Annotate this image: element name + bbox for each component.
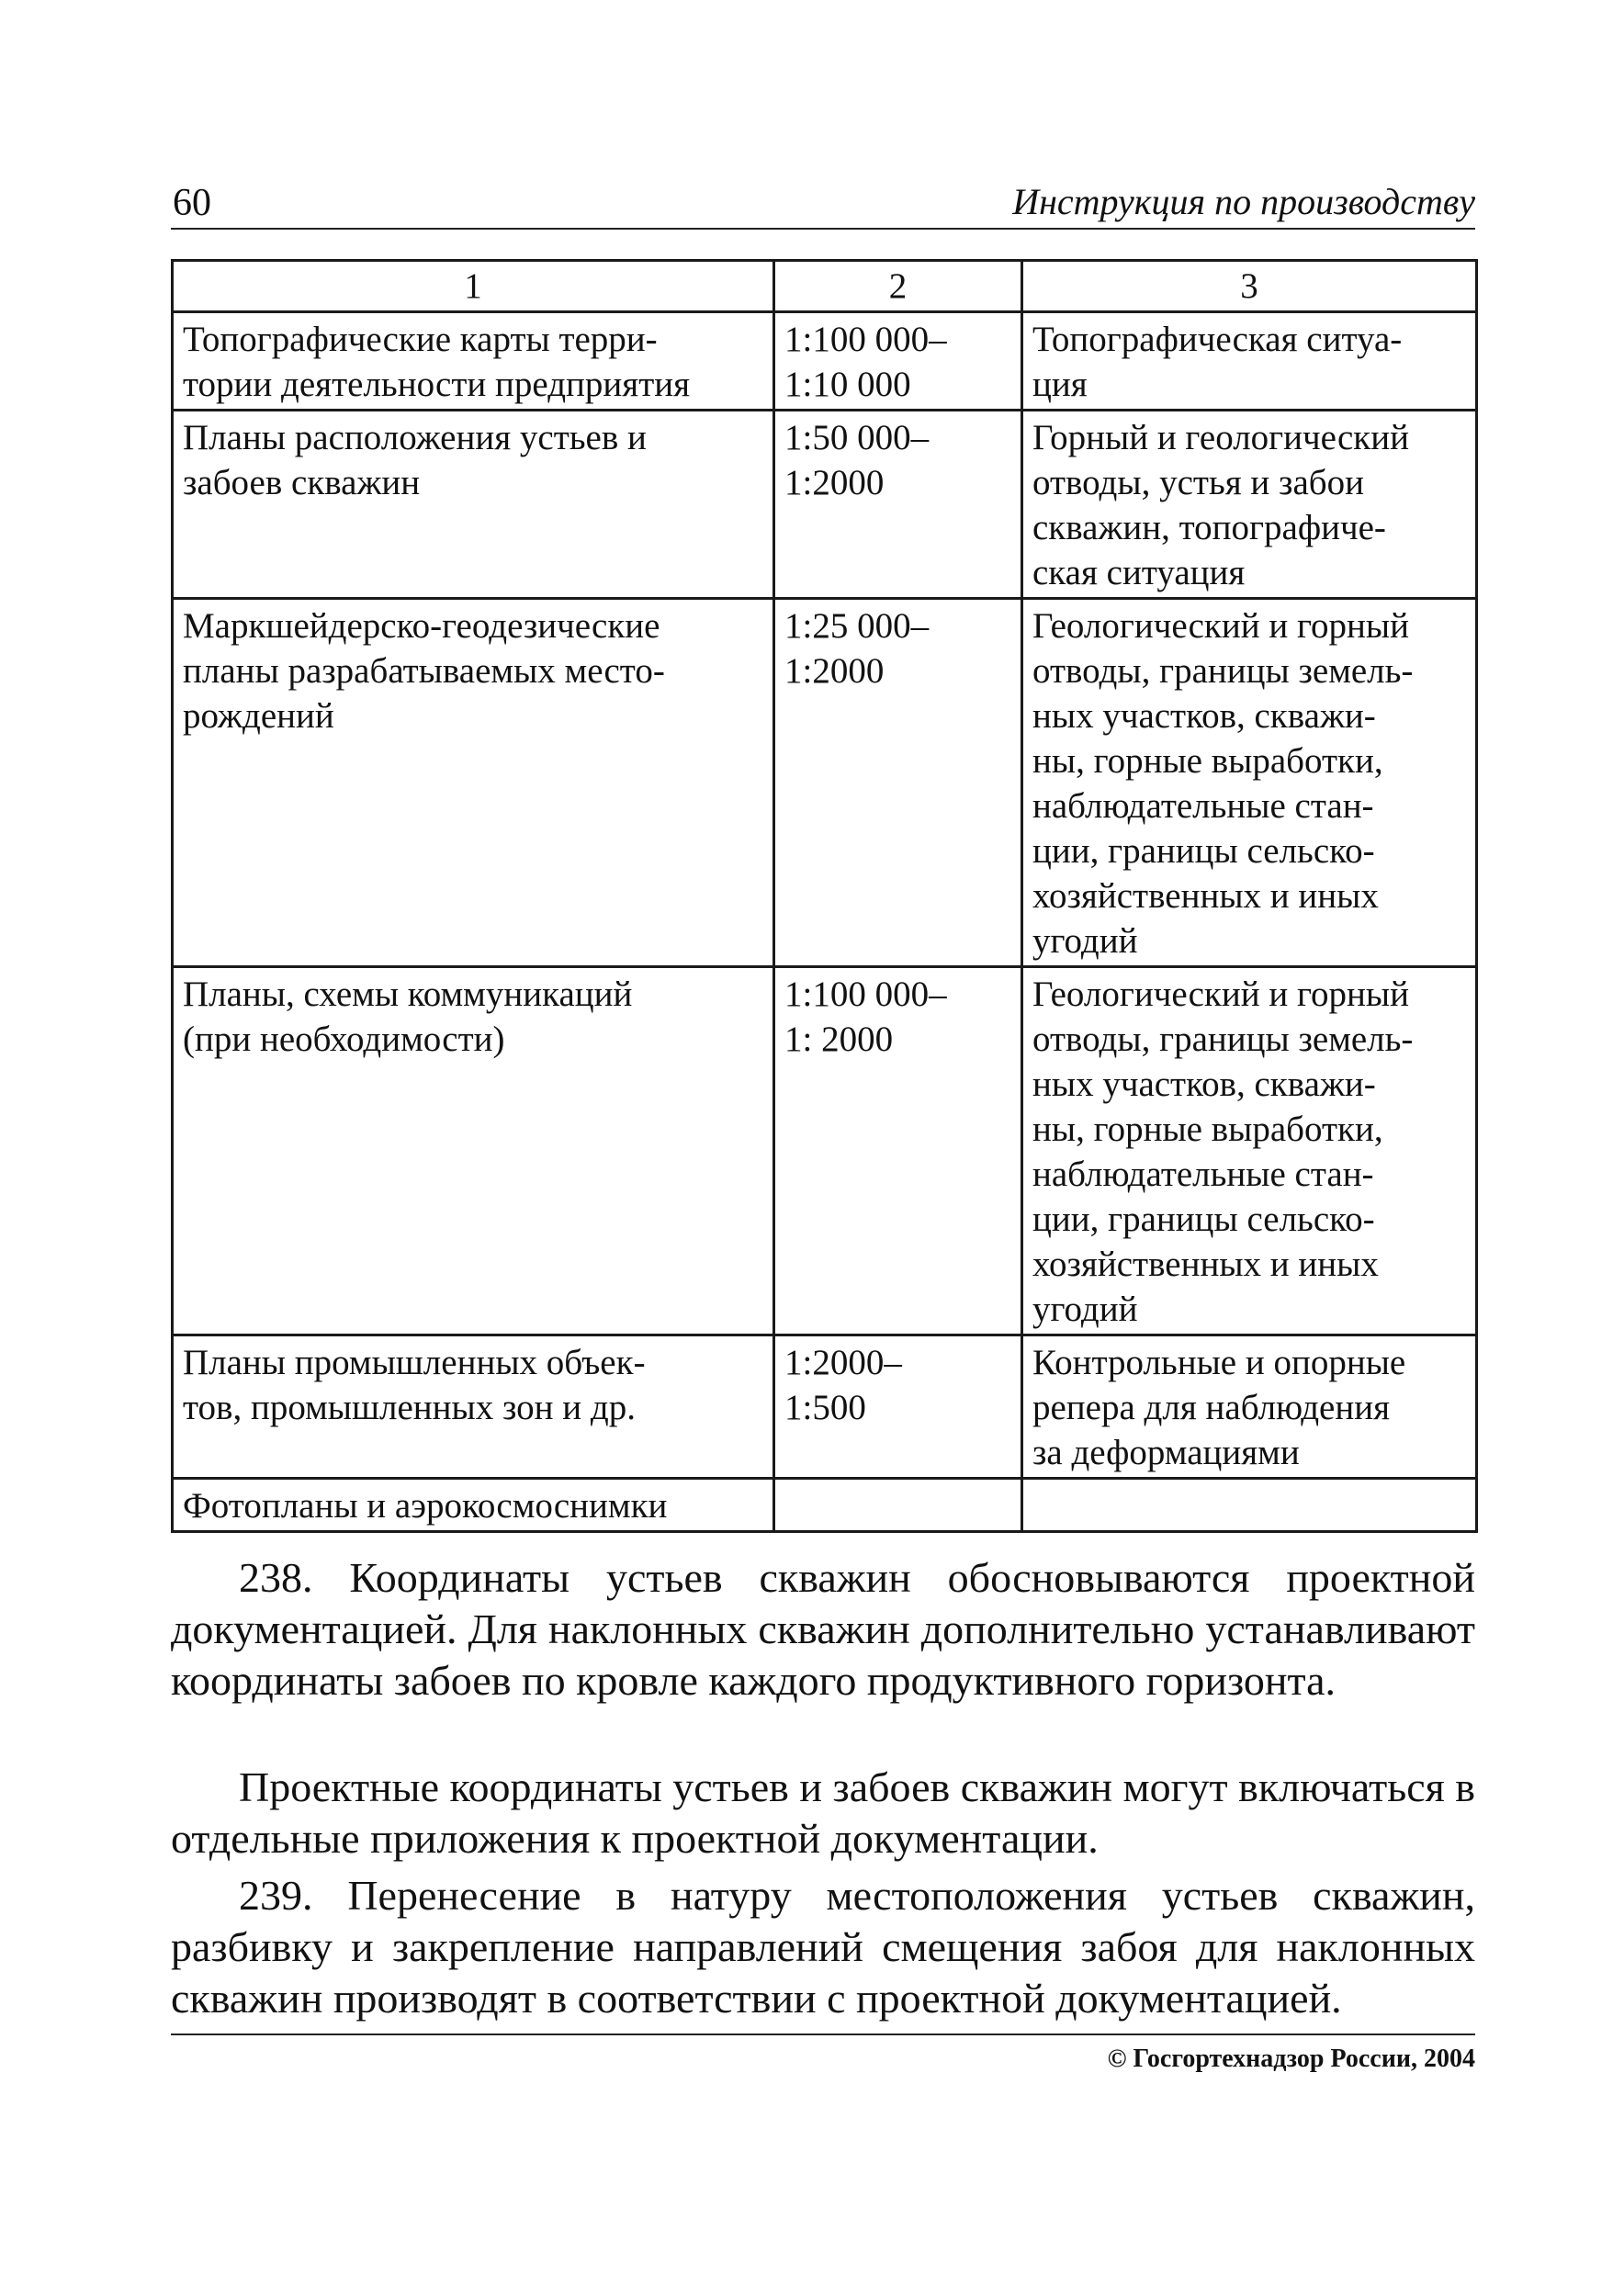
scale-cell: 1:50 000– 1:2000 bbox=[774, 411, 1022, 599]
table-header-row bbox=[173, 261, 1477, 312]
paragraph-239: 239. Перенесение в натуру местоположения устьев скважин, разбивку и закрепление направлений смещения забоя для наклонных скважин производят в соответствии с проектной документацией. bbox=[171, 1872, 1475, 2022]
footer-rule bbox=[171, 2034, 1475, 2035]
content-cell: Геологический и горный отводы, границы земель- ных участков, скважи- ны, горные выработки, наблюдательные стан- ции, границы сельско- хозяйственных и иных угодий bbox=[1022, 967, 1477, 1335]
content-cell: Геологический и горный отводы, границы земель- ных участков, скважи- ны, горные выработки, наблюдательные стан- ции, границы сельско- хозяйственных и иных угодий bbox=[1022, 599, 1477, 967]
scale-cell: 1:2000– 1:500 bbox=[774, 1335, 1022, 1479]
map-type-cell: Планы, схемы коммуникаций (при необходимости) bbox=[173, 967, 774, 1335]
table-row bbox=[173, 312, 1477, 411]
table-row bbox=[173, 411, 1477, 599]
column-header-2: 2 bbox=[774, 261, 1022, 312]
map-type-cell: Маркшейдерско-геодезические планы разрабатываемых место- рождений bbox=[173, 599, 774, 967]
map-type-cell: Фотопланы и аэрокосмоснимки bbox=[173, 1479, 774, 1532]
content-cell: Горный и геологический отводы, устья и забои скважин, топографиче- ская ситуация bbox=[1022, 411, 1477, 599]
table-row bbox=[173, 967, 1477, 1335]
table-row bbox=[173, 1335, 1477, 1479]
scale-cell: 1:100 000– 1:10 000 bbox=[774, 312, 1022, 411]
header-rule bbox=[171, 228, 1475, 230]
table-row bbox=[173, 1479, 1477, 1532]
column-header-3: 3 bbox=[1022, 261, 1477, 312]
page-number: 60 bbox=[173, 182, 211, 224]
running-title: Инструкция по производству bbox=[1012, 181, 1475, 222]
copyright-notice: © Госгортехнадзор России, 2004 bbox=[1107, 2045, 1475, 2073]
table-row bbox=[173, 599, 1477, 967]
scale-cell: 1:25 000– 1:2000 bbox=[774, 599, 1022, 967]
content-cell bbox=[1022, 1479, 1477, 1532]
column-header-1: 1 bbox=[173, 261, 774, 312]
map-type-cell: Топографические карты терри- тории деятельности предприятия bbox=[173, 312, 774, 411]
paragraph-project-coordinates: Проектные координаты устьев и забоев скважин могут включаться в отдельные приложения к проектной документации. bbox=[171, 1763, 1475, 1862]
content-cell: Контрольные и опорные репера для наблюдения за деформациями bbox=[1022, 1335, 1477, 1479]
scale-cell: 1:100 000– 1: 2000 bbox=[774, 967, 1022, 1335]
scale-cell bbox=[774, 1479, 1022, 1532]
data-table bbox=[171, 259, 1478, 1533]
map-type-cell: Планы промышленных объек- тов, промышленных зон и др. bbox=[173, 1335, 774, 1479]
paragraph-238: 238. Координаты устьев скважин обосновываются проектной документацией. Для наклонных скважин дополнительно устанавливают координаты забоев по кровле каждого продуктивного горизонта. bbox=[171, 1554, 1475, 1704]
content-cell: Топографическая ситуа- ция bbox=[1022, 312, 1477, 411]
map-type-cell: Планы расположения устьев и забоев скважин bbox=[173, 411, 774, 599]
